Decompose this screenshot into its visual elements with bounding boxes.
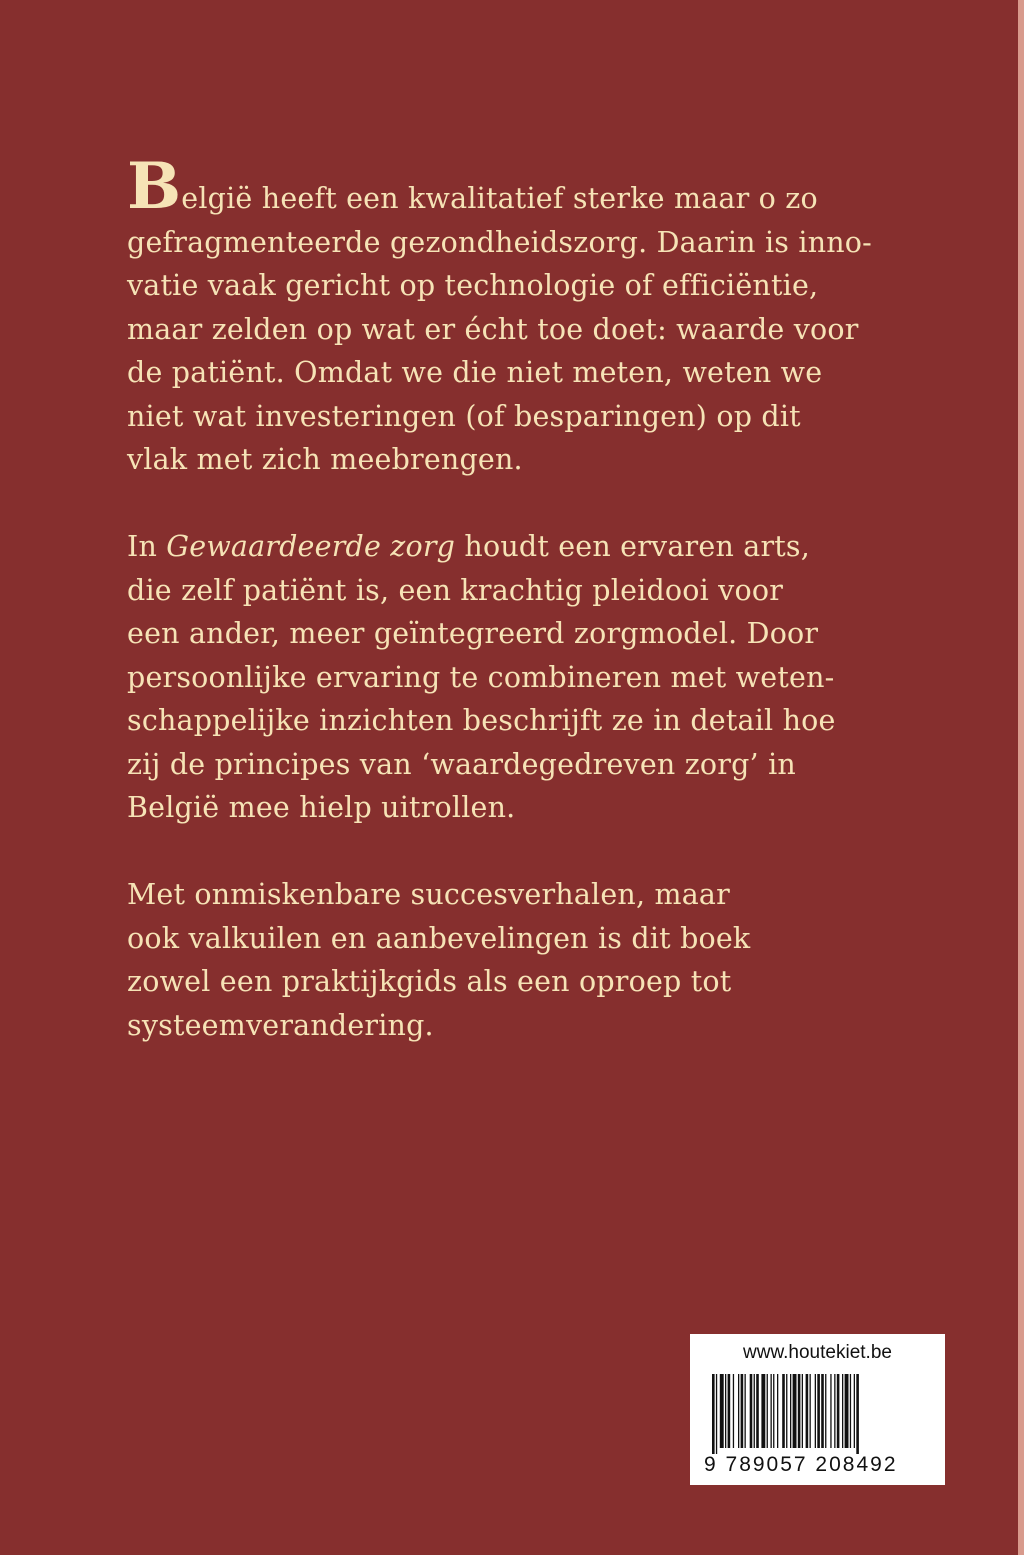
text-line: vlak met zich meebrengen.: [127, 443, 523, 476]
drop-cap: B: [127, 149, 182, 224]
isbn-number: 9 789057 208492: [704, 1453, 898, 1476]
text-line: schappelijke inzichten beschrijft ze in detail hoe: [127, 704, 836, 737]
barcode-label: [690, 1334, 945, 1485]
text-line: gefragmenteerde gezondheidszorg. Daarin is inno-: [127, 225, 872, 259]
barcode-icon: [712, 1374, 923, 1454]
text-line: zij de principes van ‘waardegedreven zorg’ in: [127, 747, 796, 781]
text-line: België heeft een kwalitatief sterke maar o zo: [127, 149, 818, 224]
publisher-url: www.houtekiet.be: [743, 1342, 892, 1363]
book-title: Gewaardeerde zorg: [166, 530, 456, 563]
paragraph-intro: [127, 149, 927, 482]
text-line: In Gewaardeerde zorg houdt een ervaren arts,: [127, 530, 811, 563]
text-line: ook valkuilen en aanbevelingen is dit boek: [127, 921, 751, 955]
text-line: niet wat investeringen (of besparingen) op dit: [127, 399, 801, 433]
text-line: een ander, meer geïntegreerd zorgmodel. Door: [127, 617, 819, 650]
text-line: de patiënt. Omdat we die niet meten, weten we: [127, 356, 823, 389]
paragraph-book: [127, 525, 927, 830]
text-line: maar zelden op wat er écht toe doet: waarde voor: [127, 312, 859, 346]
text-line: persoonlijke ervaring te combineren met weten-: [127, 660, 835, 694]
text-line: zowel een praktijkgids als een oproep tot: [127, 965, 732, 998]
spine-edge: [1018, 0, 1024, 1555]
text-line: die zelf patiënt is, een krachtig pleidooi voor: [127, 573, 784, 607]
text-line: vatie vaak gericht op technologie of efficiëntie,: [127, 269, 819, 302]
paragraph-closing: [127, 873, 927, 1047]
text-line: systeemverandering.: [127, 1008, 434, 1042]
text-line: Met onmiskenbare succesverhalen, maar: [127, 878, 730, 911]
text-line: België mee hielp uitrollen.: [127, 791, 516, 824]
blurb-text: [127, 149, 927, 1091]
